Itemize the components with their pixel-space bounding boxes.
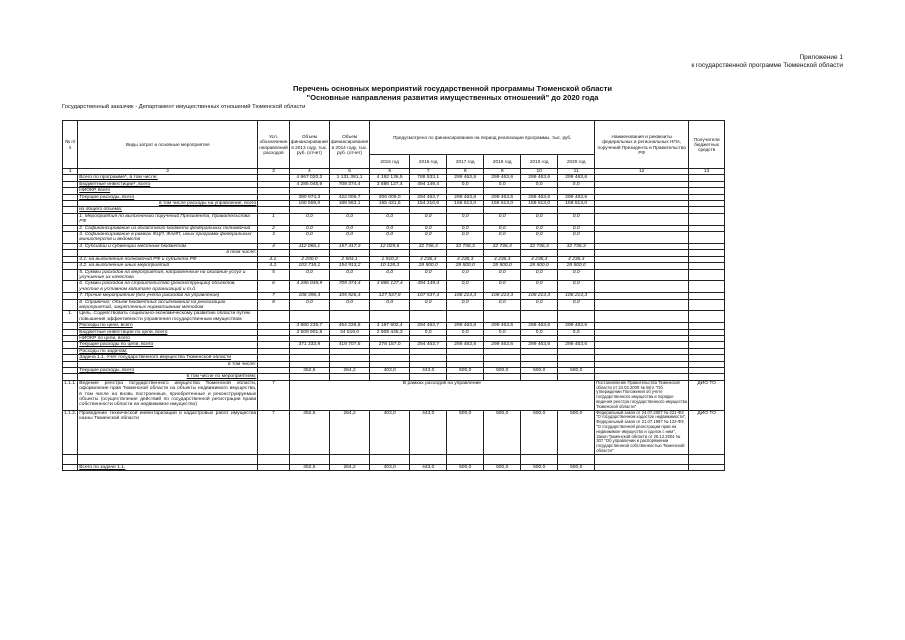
row-value: 494 149,4 (410, 281, 447, 293)
row-value: 299 463,6 (521, 342, 558, 348)
row-value: 352,5 (289, 368, 329, 374)
column-number: 7 (410, 169, 447, 175)
column-number: 8 (447, 169, 484, 175)
row-name: 8. Справочно: Объем бюджетных ассигнований на реализацию мероприятий, закрепленных нормативным методом (78, 299, 258, 311)
row-value: 158 513,0 (521, 201, 558, 207)
row-value: 165 431,6 (370, 201, 410, 207)
row-name: Задача 1.1. Учет государственного имущества Тюменской области (78, 355, 258, 361)
row-number (63, 299, 78, 311)
row-value (289, 311, 329, 323)
row-name: 7. Прочие мероприятия (без учета расходов на управление) (78, 293, 258, 299)
row-npa (595, 311, 689, 323)
column-number: 3 (258, 169, 290, 175)
col-header-type: Виды затрат и основные мероприятия (78, 121, 258, 169)
measure-merged-note: В рамках расходов на управление (289, 380, 594, 410)
row-number (63, 213, 78, 225)
row-value: 0,0 (329, 299, 369, 311)
empty-cell (78, 454, 258, 464)
row-value (558, 311, 595, 323)
total-value: 500,0 (521, 464, 558, 470)
empty-cell (258, 454, 290, 464)
row-value: 0,0 (447, 329, 484, 335)
row-value: 494 149,4 (410, 181, 447, 187)
row-value: 299 463,6 (558, 175, 595, 181)
row-npa (595, 232, 689, 244)
row-value: 154 913,2 (329, 263, 369, 269)
row-value: 0,0 (447, 213, 484, 225)
row-name: Текущие расходы, всего (78, 368, 258, 374)
row-recipient (689, 269, 725, 281)
row-number (63, 232, 78, 244)
empty-cell (484, 454, 521, 464)
row-value: 188 563,1 (329, 201, 369, 207)
row-value: 299 463,6 (521, 323, 558, 329)
row-value: 403,0 (370, 368, 410, 374)
row-value: 500,0 (447, 368, 484, 374)
row-value: 0,0 (558, 213, 595, 225)
measure-recipient: ДИО ТО (689, 380, 725, 410)
row-value: 3 509 901,9 (289, 329, 329, 335)
total-value: 500,0 (447, 464, 484, 470)
row-value: 2 504,1 (329, 256, 369, 262)
row-name: 4.2. на выполнение иных мероприятий (78, 263, 258, 269)
measure-number: 1.1.2. (63, 410, 78, 454)
row-value: 3 886 127,4 (370, 281, 410, 293)
row-name: 3. Софинансирование в рамках ФЦП, ФАИП, иных программ федеральных министерств и ведомств (78, 232, 258, 244)
row-value: 299 463,6 (558, 194, 595, 200)
row-value: 4 286 045,9 (289, 181, 329, 187)
empty-cell (595, 454, 689, 464)
row-npa (595, 299, 689, 311)
row-value: 0,0 (329, 213, 369, 225)
row-value: 32 736,3 (447, 243, 484, 249)
empty-cell (289, 454, 329, 464)
row-name: в том числе: (78, 361, 258, 367)
row-value: 0,0 (410, 213, 447, 225)
row-value: 294 463,7 (410, 194, 447, 200)
row-value: 0,0 (447, 225, 484, 231)
row-code: 8 (258, 299, 290, 311)
row-value: 299 463,8 (447, 175, 484, 181)
row-value: 1 910,3 (370, 256, 410, 262)
row-value: 4 236,3 (484, 256, 521, 262)
row-name: в том числе: (78, 250, 258, 256)
row-value: 0,0 (521, 232, 558, 244)
row-value: 0,0 (484, 181, 521, 187)
row-value: 0,0 (289, 232, 329, 244)
row-value: 0,0 (558, 225, 595, 231)
row-value: 0,0 (370, 225, 410, 231)
row-value: 2 290,0 (289, 256, 329, 262)
row-value: 299 463,8 (447, 194, 484, 200)
row-name: из общего объема: (78, 207, 258, 213)
row-code: 4 (258, 243, 290, 249)
column-number: 5 (329, 169, 369, 175)
document-title (0, 84, 905, 102)
measure-recipient: ДИО ТО (689, 410, 725, 454)
measure-value: 500,0 (484, 410, 521, 454)
row-value: 108 214,3 (484, 293, 521, 299)
col-header-npa: Наименования и реквизиты федеральных и региональных НПА, поручений Президента и Правительства РФ (595, 121, 689, 169)
row-value: 154 210,6 (410, 201, 447, 207)
row-value: 709 374,4 (329, 281, 369, 293)
row-value: 105 926,4 (329, 293, 369, 299)
row-value: 709 374,4 (329, 181, 369, 187)
row-value (484, 311, 521, 323)
col-header-num: № п/п (63, 121, 78, 169)
row-value: 32 736,3 (558, 243, 595, 249)
measure-value: 352,5 (289, 410, 329, 454)
row-recipient (689, 311, 725, 323)
row-value: 3 880 235,7 (289, 323, 329, 329)
row-name: в том числе расходы на управление, всего (78, 201, 258, 207)
total-name: Всего по задаче 1.1. (78, 464, 258, 470)
row-value: 0,0 (447, 281, 484, 293)
row-value: 127 537,8 (370, 293, 410, 299)
row-value: 28 500,0 (484, 263, 521, 269)
empty-cell (329, 454, 369, 464)
row-name: Всего по программе*, в том числе: (78, 175, 258, 181)
row-value: 112 066,1 (289, 243, 329, 249)
row-value: 0,0 (484, 213, 521, 225)
row-value: 108 396,4 (289, 293, 329, 299)
row-value: 299 463,6 (558, 342, 595, 348)
col-header-2019: 2019 год (521, 155, 558, 169)
measure-value: 403,0 (370, 410, 410, 454)
row-value: 158 513,0 (484, 201, 521, 207)
table-row (63, 269, 725, 281)
col-header-2020: 2020 год (558, 155, 595, 169)
row-value: 299 463,6 (484, 194, 521, 200)
row-name: НИОКР по цели, всего (78, 335, 258, 341)
column-number: 10 (521, 169, 558, 175)
row-value: 299 463,6 (484, 342, 521, 348)
empty-cell (558, 454, 595, 464)
col-header-recipients: Получатели бюджетных средств (689, 121, 725, 169)
table-body (63, 169, 725, 471)
row-value: 0,0 (410, 299, 447, 311)
row-value: 10 128,3 (370, 263, 410, 269)
row-number: 1. (63, 311, 78, 323)
row-value: 4 236,3 (558, 256, 595, 262)
total-code (258, 464, 290, 470)
row-code: 4.2. (258, 263, 290, 269)
row-name: Расходы по цели, всего (78, 323, 258, 329)
row-recipient (689, 281, 725, 293)
row-name: 6. Суммы расходов на строительство (реконструкцию) объектов, участие в уставном капитале организаций и т.д. (78, 281, 258, 293)
appendix-note (691, 54, 843, 70)
col-header-unit: Усл. обозначение направлений расходов (258, 121, 290, 169)
col-header-2013: Объем финансирования в 2013 году, тыс. руб. (отчет) (289, 121, 329, 169)
row-value: 500,0 (484, 368, 521, 374)
row-value: 0,0 (447, 299, 484, 311)
measures-table (62, 120, 725, 471)
measure-code: 7 (258, 410, 290, 454)
row-name: Цель. Содействовать социально-экономическому развитию области путем повышения эффективности управления государственным имуществом (78, 311, 258, 323)
measure-npa: Постановление Правительства Тюменской области от 24.02.2009 № 58-п "Об утверждении Положения об учете государственного имущества и порядке ведения реестра государственного имущества Тюменской области" (596, 380, 688, 409)
row-value: 34 519,0 (329, 329, 369, 335)
row-value: 443,0 (410, 368, 447, 374)
row-value: 0,0 (484, 329, 521, 335)
row-value: 12 029,6 (370, 243, 410, 249)
row-value: 28 500,0 (447, 263, 484, 269)
row-value: 371 333,9 (289, 342, 329, 348)
measure-row (63, 410, 725, 454)
row-npa (595, 269, 689, 281)
measure-number: 1.1.1. (63, 380, 78, 410)
row-code: 3 (258, 232, 290, 244)
row-value: 0,0 (558, 232, 595, 244)
row-value: 158 513,0 (447, 201, 484, 207)
measure-value: 264,2 (329, 410, 369, 454)
row-value (329, 311, 369, 323)
row-value: 306 009,0 (370, 194, 410, 200)
row-value: 0,0 (329, 269, 369, 281)
row-value: 0,0 (370, 213, 410, 225)
empty-cell (521, 454, 558, 464)
column-number: 13 (689, 169, 725, 175)
row-npa (595, 213, 689, 225)
measure-row (63, 380, 725, 410)
measure-value: 500,0 (558, 410, 595, 454)
title-line-2: "Основные направления развития имущественных отношений" до 2020 года (306, 93, 599, 102)
row-recipient (689, 213, 725, 225)
total-value: 500,0 (558, 464, 595, 470)
table-row (63, 232, 725, 244)
row-value: 2 909 445,3 (370, 329, 410, 335)
row-value: 299 463,6 (521, 194, 558, 200)
row-value: 32 736,3 (410, 243, 447, 249)
row-value: 0,0 (521, 281, 558, 293)
row-value: 3 187 602,4 (370, 323, 410, 329)
row-value: 4 236,3 (447, 256, 484, 262)
row-value: 299 463,8 (447, 342, 484, 348)
col-header-2015: 2015 год (370, 155, 410, 169)
row-value: 0,0 (289, 225, 329, 231)
row-value: 28 500,0 (521, 263, 558, 269)
measure-name: Ведение реестра государственного имущества Тюменской области, оформление прав Тюменской области на объекты недвижимого имущества, в том числе на вновь построенные, приобретенные и реконструируемые объекты (осуществление действий по государственной регистрации права собственности области на недвижимое имущество) (78, 380, 258, 410)
row-name: Расходы по задачам: (78, 348, 258, 354)
row-code: 5 (258, 269, 290, 281)
row-recipient (689, 232, 725, 244)
column-number: 4 (289, 169, 329, 175)
row-value: 0,0 (521, 329, 558, 335)
empty-cell (410, 454, 447, 464)
row-value: 0,0 (521, 181, 558, 187)
row-name: Бюджетные инвестиции*, всего (78, 181, 258, 187)
total-value: 264,2 (329, 464, 369, 470)
row-value: 0,0 (558, 299, 595, 311)
row-value: 294 463,7 (410, 323, 447, 329)
total-value: 403,0 (370, 464, 410, 470)
row-name: 1. Мероприятия по выполнению поручений Президента, Правительства РФ (78, 213, 258, 225)
row-value: 0,0 (558, 329, 595, 335)
row-value: 160 559,0 (289, 201, 329, 207)
row-value: 0,0 (370, 232, 410, 244)
row-name: Бюджетные инвестиции по цели, всего (78, 329, 258, 335)
row-value: 0,0 (484, 232, 521, 244)
measure-value: 443,0 (410, 410, 447, 454)
row-value: 0,0 (484, 225, 521, 231)
column-number: 1 (63, 169, 78, 175)
row-number (63, 269, 78, 281)
measure-value: 500,0 (521, 410, 558, 454)
empty-cell (370, 454, 410, 464)
measure-npa: Федеральный закон от 24.07.2007 № 221-ФЗ "О государственном кадастре недвижимости", Федеральный закон от 21.07.1997 № 122-ФЗ "О государственной регистрации прав на недвижимое имущество и сделок с ним", Закон Тюменской области от 28.12.2004 № 307 "Об управлении и распоряжении государственной собственностью Тюменской области" (595, 410, 689, 454)
total-recipient (689, 464, 725, 470)
row-name: 5. Суммы расходов на мероприятия, направленные на оказание услуг и улучшение их качества (78, 269, 258, 281)
empty-cell (447, 454, 484, 464)
row-number (63, 281, 78, 293)
empty-cell (689, 454, 725, 464)
row-value: 0,0 (558, 269, 595, 281)
column-number: 2 (78, 169, 258, 175)
row-name: 4.1. на выполнение полномочий РФ и субъекта РФ (78, 256, 258, 262)
row-value: 0,0 (484, 281, 521, 293)
row-code: 2 (258, 225, 290, 231)
row-value: 0,0 (370, 269, 410, 281)
title-line-1: Перечень основных мероприятий государственной программы Тюменской области (292, 84, 613, 93)
row-value: 454 226,5 (329, 323, 369, 329)
total-npa (595, 464, 689, 470)
row-value: 4 286 045,9 (289, 281, 329, 293)
row-value: 108 214,3 (521, 293, 558, 299)
row-value: 4 236,3 (521, 256, 558, 262)
row-value: 264,2 (329, 368, 369, 374)
row-value: 0,0 (370, 299, 410, 311)
row-code: 7 (258, 293, 290, 299)
row-value (370, 311, 410, 323)
row-value: 299 463,8 (447, 323, 484, 329)
row-value: 28 500,0 (558, 263, 595, 269)
measure-value: 500,0 (447, 410, 484, 454)
row-name: Текущие расходы по цели, всего (78, 342, 258, 348)
table-row (63, 311, 725, 323)
spacer-row (63, 454, 725, 464)
row-value: 500,0 (521, 368, 558, 374)
row-value: 299 463,6 (558, 323, 595, 329)
row-value: 278 157,0 (370, 342, 410, 348)
col-header-planned: Предусмотрено по финансированию на период реализации программы, тыс. руб. (370, 121, 595, 155)
row-value: 0,0 (447, 232, 484, 244)
column-number: 9 (484, 169, 521, 175)
col-header-2018: 2018 год (484, 155, 521, 169)
row-value: 0,0 (521, 269, 558, 281)
row-value: 0,0 (558, 281, 595, 293)
row-value: 0,0 (289, 269, 329, 281)
row-name: 2. Софинансирование из областного бюджета федеральных полномочий (78, 225, 258, 231)
table-row (63, 299, 725, 311)
row-npa (595, 281, 689, 293)
row-value: 0,0 (289, 299, 329, 311)
table-row (63, 213, 725, 225)
total-value: 443,0 (410, 464, 447, 470)
state-customer: Государственный заказчик - Департамент имущественных отношений Тюменской области (62, 104, 306, 110)
row-value: 294 463,7 (410, 342, 447, 348)
row-value: 103 718,1 (289, 263, 329, 269)
empty-cell (63, 454, 78, 464)
row-value: 28 500,0 (410, 263, 447, 269)
row-value: 0,0 (558, 181, 595, 187)
row-value: 299 463,6 (521, 175, 558, 181)
row-value: 0,0 (521, 225, 558, 231)
row-value: 0,0 (447, 269, 484, 281)
row-value: 0,0 (410, 225, 447, 231)
row-value: 299 463,6 (484, 175, 521, 181)
row-value (410, 311, 447, 323)
row-value: 157 417,3 (329, 243, 369, 249)
col-header-2014: Объем финансирования в 2014 году, тыс. руб. (отчет) (329, 121, 369, 169)
row-name: Текущие расходы, всего (78, 194, 258, 200)
row-value: 4 236,3 (410, 256, 447, 262)
row-value: 1 131 381,1 (329, 175, 369, 181)
row-name: НИОКР, всего (78, 188, 258, 194)
row-value: 108 214,3 (558, 293, 595, 299)
row-value: 158 513,0 (558, 201, 595, 207)
total-row (63, 464, 725, 470)
row-value: 3 886 127,4 (370, 181, 410, 187)
row-code: 1 (258, 213, 290, 225)
row-value (447, 311, 484, 323)
measure-code: 7 (258, 380, 290, 410)
row-value (521, 311, 558, 323)
row-value: 32 736,3 (521, 243, 558, 249)
total-number (63, 464, 78, 470)
row-value: 0,0 (410, 329, 447, 335)
row-code: 6 (258, 281, 290, 293)
row-code: 4.1. (258, 256, 290, 262)
row-value: 4 192 136,5 (370, 175, 410, 181)
row-value: 0,0 (521, 213, 558, 225)
row-value: 4 867 020,2 (289, 175, 329, 181)
row-value: 0,0 (410, 232, 447, 244)
row-value: 0,0 (447, 181, 484, 187)
column-number: 11 (558, 169, 595, 175)
col-header-2016: 2016 год (410, 155, 447, 169)
total-value: 500,0 (484, 464, 521, 470)
row-value: 500,0 (558, 368, 595, 374)
appendix-line-1: Приложение 1 (799, 54, 843, 61)
row-value: 0,0 (410, 269, 447, 281)
column-number: 12 (595, 169, 689, 175)
row-code (258, 311, 290, 323)
row-value: 32 736,3 (484, 243, 521, 249)
total-value: 352,5 (289, 464, 329, 470)
row-value: 422 006,7 (329, 194, 369, 200)
row-value: 0,0 (484, 299, 521, 311)
row-value: 788 533,1 (410, 175, 447, 181)
measure-name: Проведение технической инвентаризации и кадастровых работ имущества казны Тюменской области (78, 410, 258, 454)
column-number: 6 (370, 169, 410, 175)
row-value: 380 974,3 (289, 194, 329, 200)
row-value: 108 214,3 (447, 293, 484, 299)
col-header-2017: 2017 год (447, 155, 484, 169)
row-value: 0,0 (329, 232, 369, 244)
table-row (63, 281, 725, 293)
appendix-line-2: к государственной программе Тюменской области (691, 62, 843, 69)
row-value: 107 537,4 (410, 293, 447, 299)
row-name: в том числе по мероприятиям: (78, 374, 258, 380)
row-value: 0,0 (289, 213, 329, 225)
row-value: 299 463,6 (484, 323, 521, 329)
row-value: 0,0 (329, 225, 369, 231)
row-value: 0,0 (521, 299, 558, 311)
row-name: 4. Субсидии и субвенции местным бюджетам (78, 243, 258, 249)
row-value: 0,0 (484, 269, 521, 281)
row-value: 419 707,5 (329, 342, 369, 348)
row-recipient (689, 299, 725, 311)
